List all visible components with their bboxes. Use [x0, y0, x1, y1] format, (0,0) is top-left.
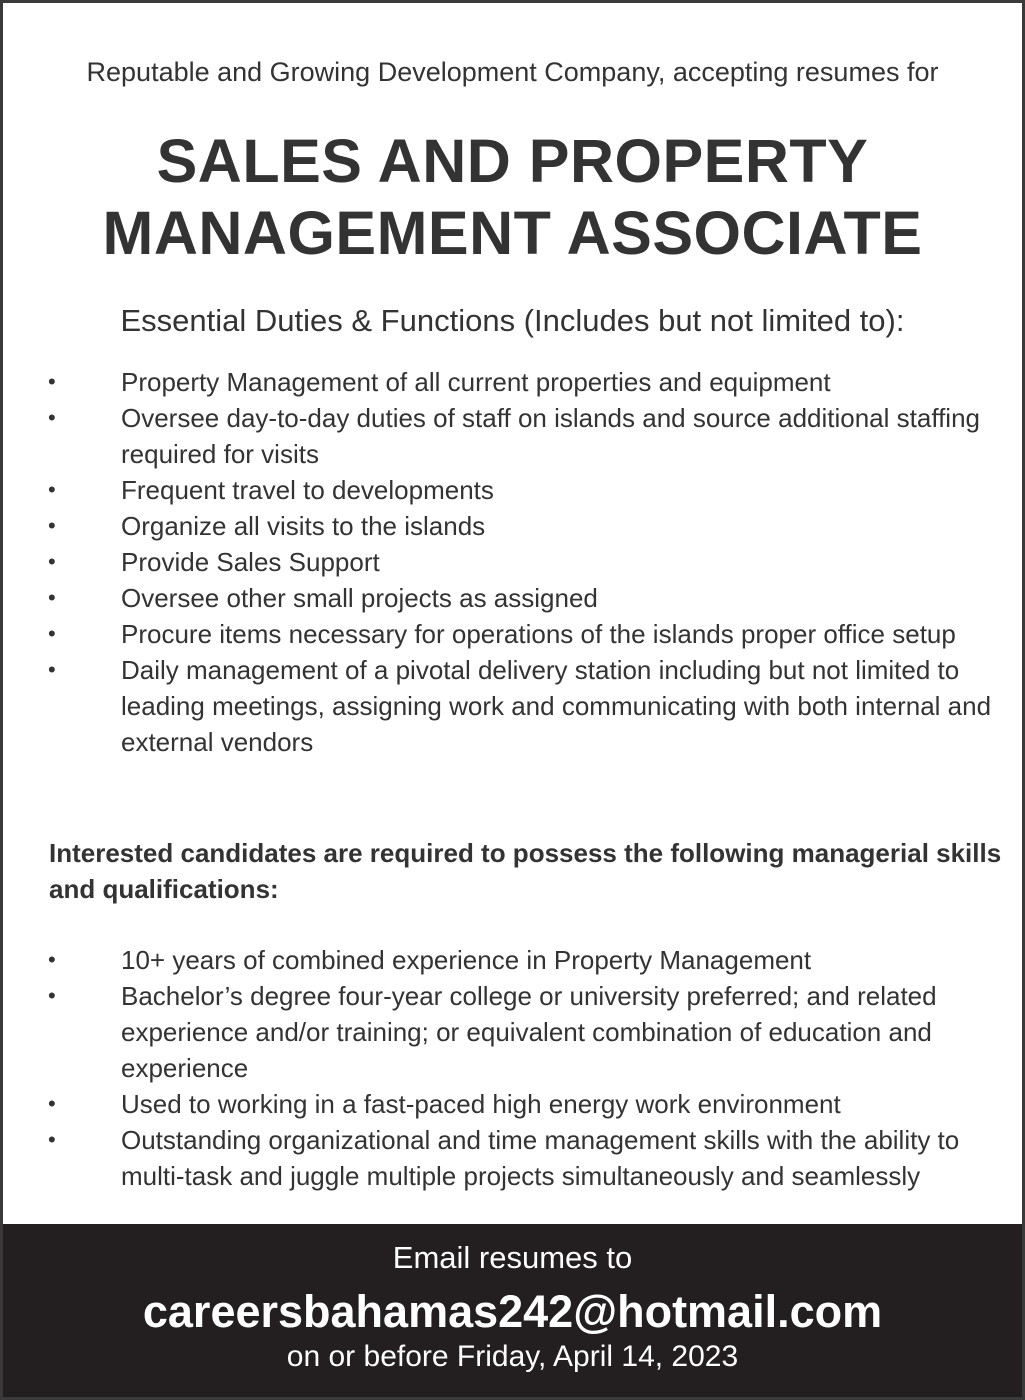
duty-item — [0, 364, 1025, 400]
duty-item — [0, 616, 1025, 652]
qualification-item-text: Used to working in a fast-paced high energy work environment — [121, 1089, 841, 1119]
qualification-item — [0, 978, 1025, 1086]
duty-item-text: Frequent travel to developments — [121, 475, 494, 505]
duty-item — [0, 508, 1025, 544]
bullet-icon: • — [48, 369, 56, 394]
job-title — [0, 125, 1025, 269]
duties-heading: Essential Duties & Functions (Includes but not limited to): — [120, 303, 905, 338]
bullet-icon: • — [48, 1127, 56, 1152]
qualifications-list — [0, 942, 1025, 1194]
duty-item — [0, 544, 1025, 580]
bullet-icon: • — [48, 549, 56, 574]
duty-item-text: Oversee day-to-day duties of staff on islands and source additional staffing required for visits — [121, 403, 981, 469]
bullet-icon: • — [48, 947, 56, 972]
bullet-icon: • — [48, 983, 56, 1008]
intro-text: Reputable and Growing Development Company, accepting resumes for — [86, 57, 939, 87]
footer-email-prompt: Email resumes to — [392, 1240, 633, 1275]
bullet-icon: • — [48, 405, 56, 430]
qualifications-heading: Interested candidates are required to possess the following managerial skills and qualifications: — [49, 838, 1002, 904]
footer-banner — [3, 1224, 1022, 1397]
qualification-item-text: Outstanding organizational and time management skills with the ability to multi-task and juggle multiple projects simultaneously and seamlessly — [121, 1125, 960, 1191]
job-title-line-1: SALES AND PROPERTY — [156, 127, 869, 195]
duty-item-text: Property Management of all current properties and equipment — [121, 367, 831, 397]
bullet-icon: • — [48, 513, 56, 538]
qualification-item-text: 10+ years of combined experience in Property Management — [121, 945, 812, 975]
duty-item — [0, 472, 1025, 508]
contact-email[interactable]: careersbahamas242@hotmail.com — [142, 1286, 883, 1337]
duty-item — [0, 652, 1025, 760]
duty-item-text: Procure items necessary for operations of the islands proper office setup — [121, 619, 956, 649]
qualification-item — [0, 1122, 1025, 1194]
duty-item — [0, 400, 1025, 472]
qualification-item-text: Bachelor’s degree four-year college or university preferred; and related experience and/or training; or equivalent combination of education and experience — [121, 981, 937, 1083]
duty-item-text: Daily management of a pivotal delivery station including but not limited to leading meetings, assigning work and communicating with both internal and external vendors — [121, 655, 992, 757]
duty-item-text: Provide Sales Support — [121, 547, 380, 577]
duties-list — [0, 364, 1025, 760]
application-deadline: on or before Friday, April 14, 2023 — [286, 1340, 739, 1373]
duty-item-text: Oversee other small projects as assigned — [121, 583, 598, 613]
bullet-icon: • — [48, 657, 56, 682]
bullet-icon: • — [48, 621, 56, 646]
job-title-line-2: MANAGEMENT ASSOCIATE — [102, 199, 923, 267]
qualification-item — [0, 1086, 1025, 1122]
bullet-icon: • — [48, 585, 56, 610]
qualification-item — [0, 942, 1025, 978]
bullet-icon: • — [48, 477, 56, 502]
bullet-icon: • — [48, 1091, 56, 1116]
duty-item-text: Organize all visits to the islands — [121, 511, 486, 541]
duty-item — [0, 580, 1025, 616]
